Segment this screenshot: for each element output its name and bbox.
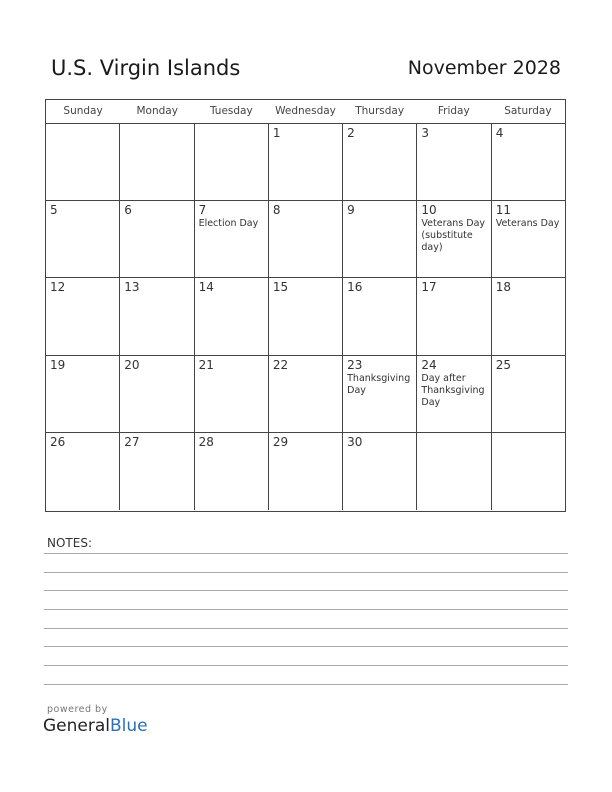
note-line: [44, 646, 568, 647]
day-number: 20: [124, 357, 140, 372]
day-number: 10: [421, 203, 437, 218]
weekday-saturday: Saturday: [504, 105, 552, 117]
day-cell: [119, 356, 193, 432]
generalblue-logo: [43, 716, 148, 736]
holiday-label: Veterans Day (substitute day): [421, 218, 486, 254]
day-number: 29: [272, 434, 289, 449]
day-number: 27: [124, 434, 140, 449]
day-number: 7: [198, 203, 207, 218]
day-cell: [268, 356, 342, 432]
day-cell: [46, 356, 119, 432]
day-number: 19: [50, 357, 66, 372]
day-number: 17: [421, 280, 437, 295]
day-cell: [46, 278, 119, 354]
day-cell: [342, 201, 416, 277]
day-cell: [416, 356, 490, 432]
brand-general-text: General: [43, 716, 110, 736]
day-number: 25: [495, 357, 511, 372]
day-cell: [491, 278, 565, 354]
day-cell: [268, 124, 342, 200]
holiday-label: Veterans Day: [495, 218, 560, 230]
calendar-title: U.S. Virgin Islands: [51, 56, 241, 80]
day-cell: [119, 124, 193, 200]
day-number: 5: [50, 203, 58, 218]
holiday-label: Day after Thanksgiving Day: [421, 372, 485, 408]
weekday-wednesday: Wednesday: [275, 105, 336, 117]
day-cell: [491, 433, 565, 510]
day-number: 4: [495, 126, 504, 140]
day-cell: [46, 433, 119, 510]
day-cell: [119, 278, 193, 354]
holiday-label: Thanksgiving Day: [347, 372, 411, 396]
calendar-grid: [45, 99, 566, 512]
day-number: 3: [421, 126, 430, 140]
brand-blue-text: Blue: [110, 716, 148, 736]
day-number: 9: [347, 203, 355, 218]
week-row: [46, 124, 565, 201]
day-number: 30: [347, 434, 363, 449]
week-row: [46, 356, 565, 433]
day-cell: [342, 124, 416, 200]
weekday-thursday: Thursday: [355, 105, 405, 117]
day-number: 12: [50, 280, 66, 295]
day-number: 21: [198, 357, 214, 372]
note-line: [44, 665, 568, 666]
powered-by-text: powered by: [47, 704, 108, 715]
day-cell: [491, 124, 565, 200]
day-cell: [342, 278, 416, 354]
day-number: 18: [495, 280, 511, 295]
day-cell: [342, 433, 416, 510]
day-number: 28: [198, 434, 214, 449]
day-cell: [46, 124, 119, 200]
note-line: [44, 553, 568, 554]
day-cell: [268, 201, 342, 277]
day-cell: [268, 278, 342, 354]
day-cell: [416, 433, 490, 510]
day-cell: [416, 124, 490, 200]
day-number: 16: [347, 280, 363, 295]
day-cell: [416, 278, 490, 354]
day-cell: [491, 201, 565, 277]
day-number: 13: [124, 280, 140, 295]
week-row: [46, 201, 565, 278]
day-number: 14: [198, 280, 214, 295]
day-cell: [194, 356, 268, 432]
day-number: 2: [347, 126, 355, 140]
day-cell: [119, 201, 193, 277]
day-cell: [194, 433, 268, 510]
note-line: [44, 590, 568, 591]
weekday-monday: Monday: [136, 105, 178, 117]
day-cell: [416, 201, 490, 277]
day-number: 23: [347, 357, 363, 372]
day-cell: [194, 278, 268, 354]
day-cell: [268, 433, 342, 510]
week-row: [46, 278, 565, 355]
day-number: 15: [272, 280, 289, 295]
weeks-container: [46, 124, 565, 510]
holiday-label: Election Day: [198, 218, 259, 230]
day-cell: [194, 201, 268, 277]
day-cell: [194, 124, 268, 200]
day-number: 26: [50, 434, 66, 449]
weekday-header-row: [46, 100, 565, 124]
day-number: 1: [272, 126, 281, 140]
day-cell: [46, 201, 119, 277]
calendar-month: November 2028: [407, 57, 561, 79]
note-line: [44, 684, 568, 685]
day-number: 6: [124, 203, 132, 218]
notes-label: NOTES:: [47, 536, 92, 550]
weekday-sunday: Sunday: [63, 105, 103, 117]
weekday-tuesday: Tuesday: [209, 105, 253, 117]
day-number: 8: [272, 203, 281, 218]
day-number: 11: [495, 203, 511, 218]
week-row: [46, 433, 565, 510]
note-line: [44, 609, 568, 610]
day-cell: [491, 356, 565, 432]
note-line: [44, 628, 568, 629]
day-cell: [342, 356, 416, 432]
day-cell: [119, 433, 193, 510]
note-line: [44, 572, 568, 573]
day-number: 24: [421, 357, 437, 372]
day-number: 22: [272, 357, 289, 372]
weekday-friday: Friday: [437, 105, 470, 117]
